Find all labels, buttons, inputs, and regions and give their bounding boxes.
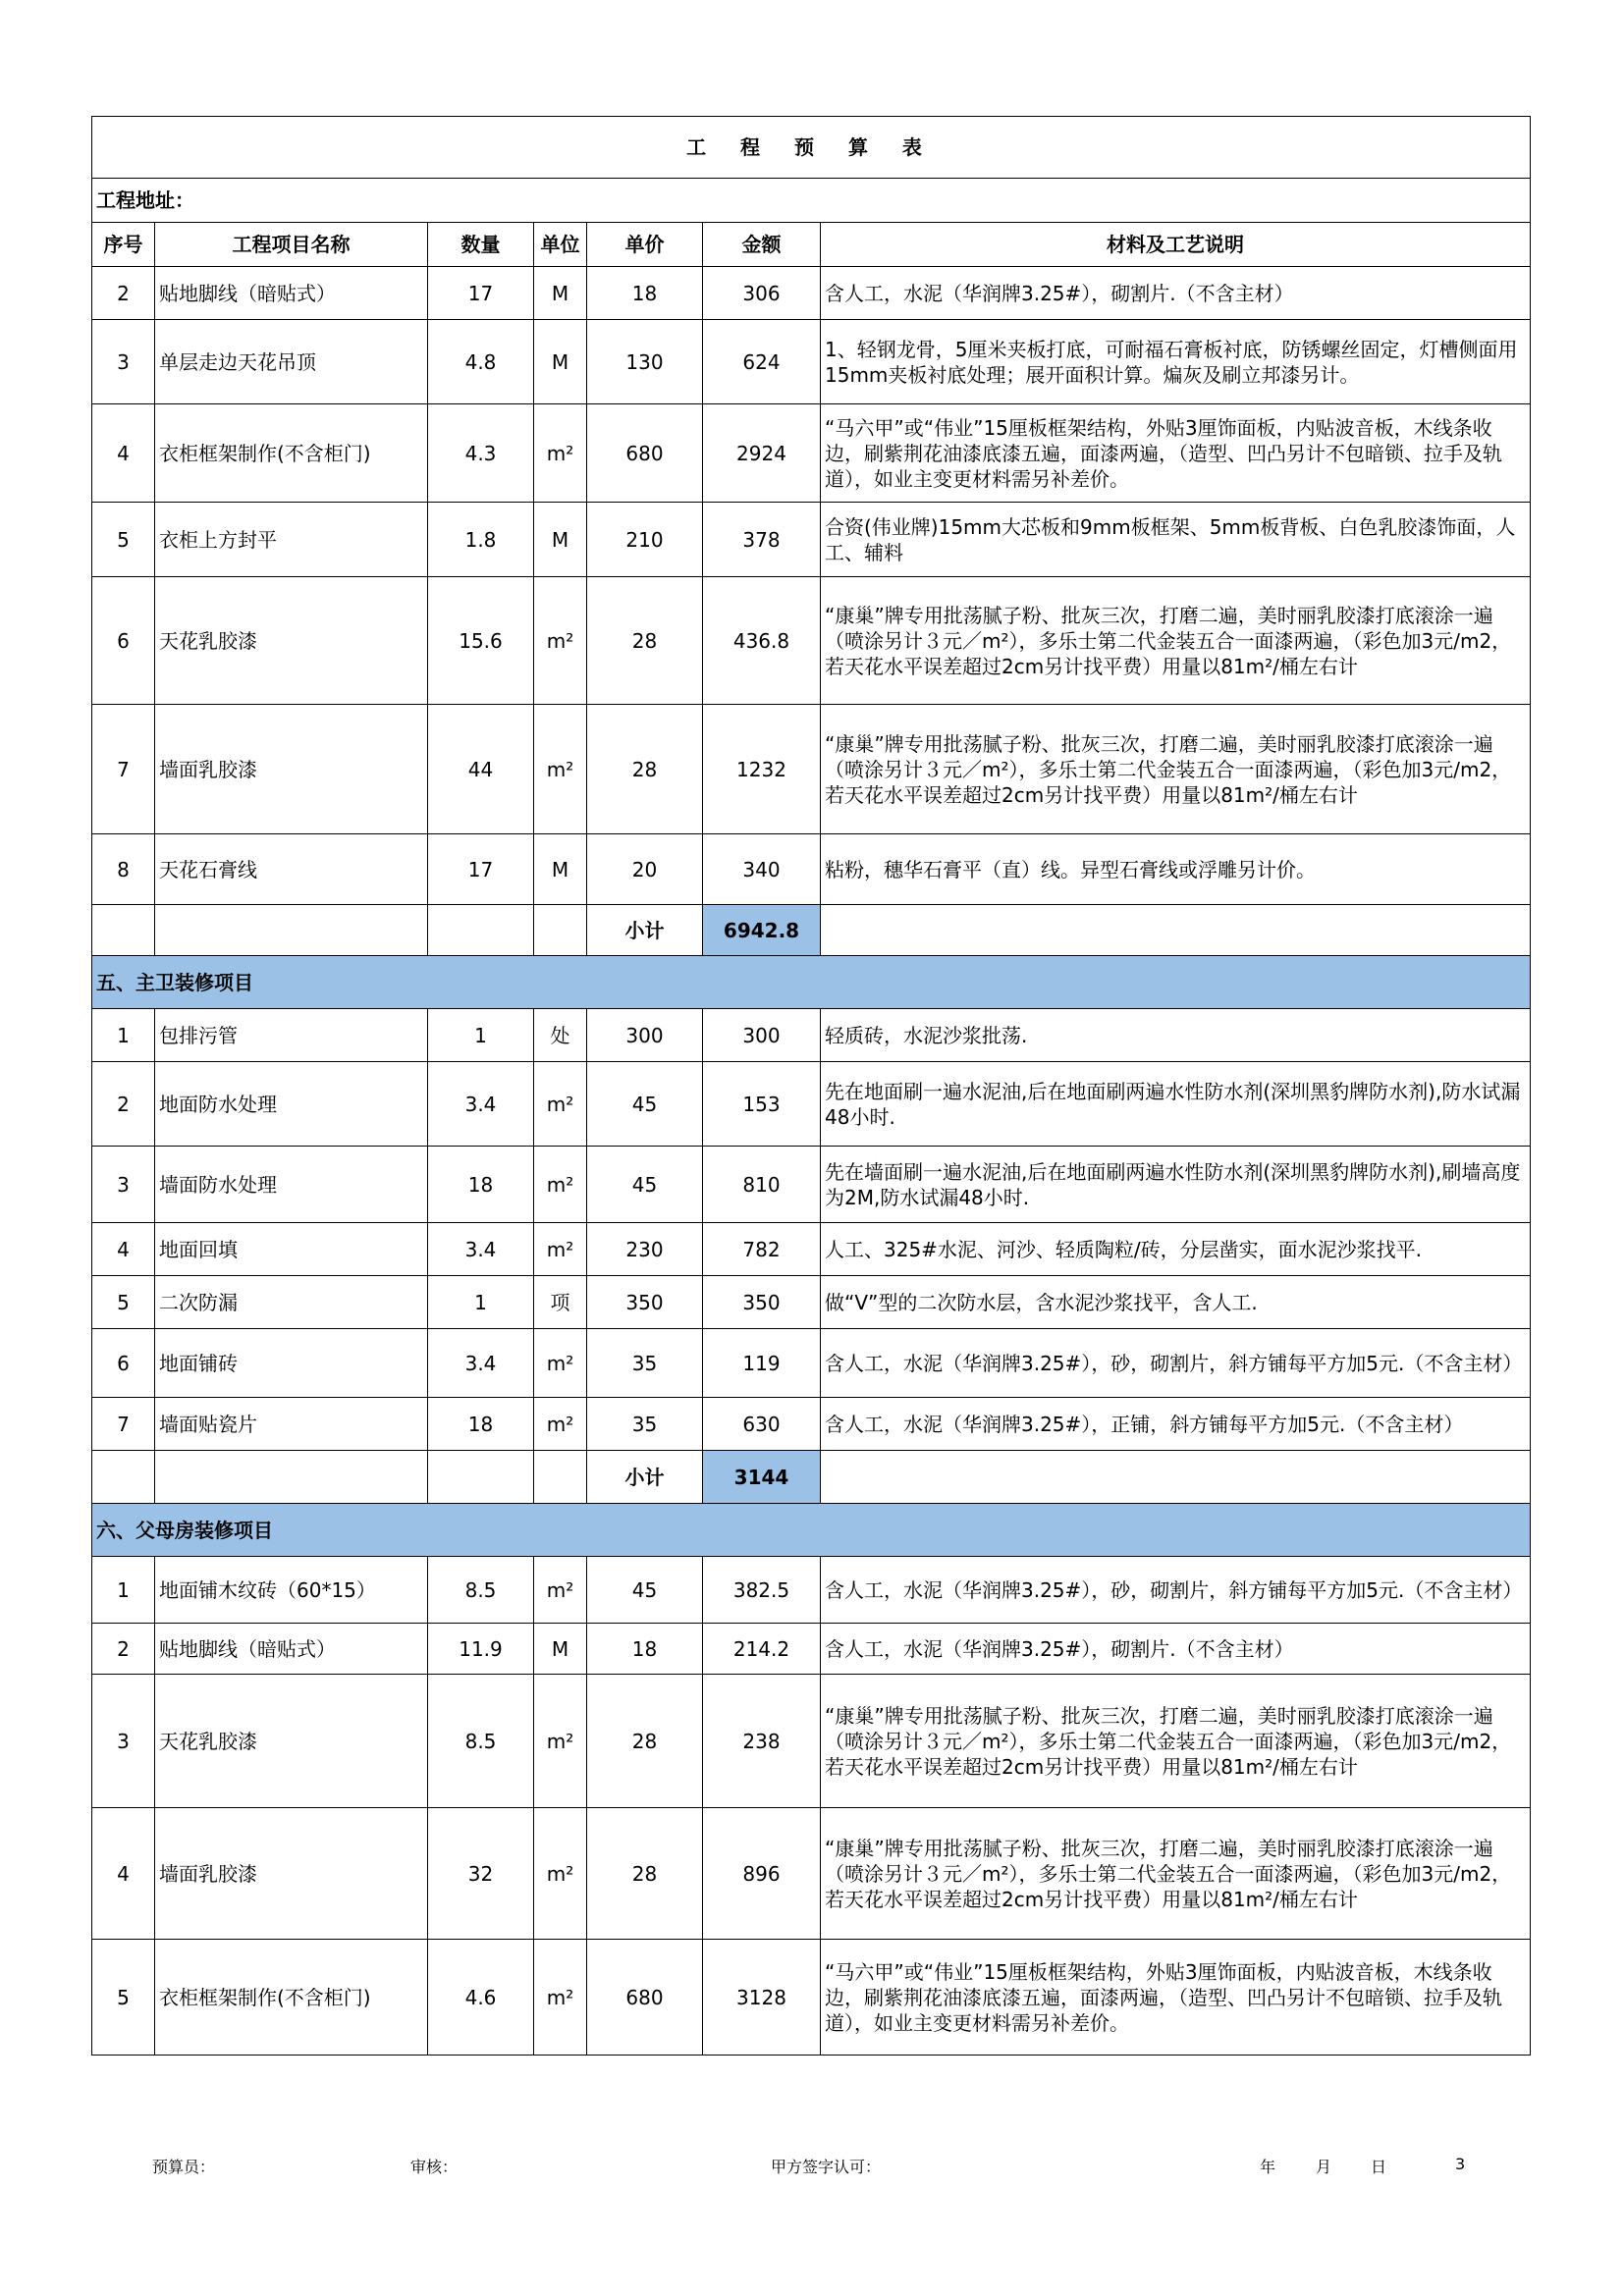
table-row: [92, 1276, 1531, 1329]
table-row: [92, 1009, 1531, 1062]
table-row: [92, 1624, 1531, 1675]
item-no: 7: [92, 705, 155, 834]
item-price: 20: [587, 834, 703, 905]
item-amount: 896: [703, 1808, 821, 1940]
section-title: 五、主卫装修项目: [92, 956, 1531, 1009]
item-description: 粘粉，穗华石膏平（直）线。异型石膏线或浮雕另计价。: [821, 834, 1531, 905]
empty-cell: [428, 1451, 534, 1504]
item-amount: 306: [703, 267, 821, 320]
item-unit: M: [534, 320, 587, 404]
item-unit: M: [534, 267, 587, 320]
subtotal-row: [92, 1451, 1531, 1504]
item-description: “康巢”牌专用批荡腻子粉、批灰三次，打磨二遍，美时丽乳胶漆打底滚涂一遍（喷涂另计３元／m²），多乐士第二代金装五合一面漆两遍，（彩色加3元/m2，若天花水平误差超过2cm另计找平费）用量以81m²/桶左右计: [821, 705, 1531, 834]
item-amount: 3128: [703, 1940, 821, 2056]
header-qty: 数量: [428, 223, 534, 267]
item-name: 墙面防水处理: [155, 1147, 428, 1223]
table-row: [92, 1398, 1531, 1451]
item-unit: m²: [534, 1062, 587, 1147]
item-name: 包排污管: [155, 1009, 428, 1062]
subtotal-amount: 3144: [703, 1451, 821, 1504]
item-description: “康巢”牌专用批荡腻子粉、批灰三次，打磨二遍，美时丽乳胶漆打底滚涂一遍（喷涂另计３元／m²），多乐士第二代金装五合一面漆两遍，（彩色加3元/m2，若天花水平误差超过2cm另计找平费）用量以81m²/桶左右计: [821, 1675, 1531, 1808]
header-price: 单价: [587, 223, 703, 267]
item-qty: 4.6: [428, 1940, 534, 2056]
empty-cell: [155, 1451, 428, 1504]
item-amount: 214.2: [703, 1624, 821, 1675]
section-header-row: [92, 956, 1531, 1009]
item-no: 5: [92, 1276, 155, 1329]
item-amount: 436.8: [703, 577, 821, 705]
table-row: [92, 1329, 1531, 1398]
item-name: 单层走边天花吊顶: [155, 320, 428, 404]
item-description: “康巢”牌专用批荡腻子粉、批灰三次，打磨二遍，美时丽乳胶漆打底滚涂一遍（喷涂另计３元／m²），多乐士第二代金装五合一面漆两遍，（彩色加3元/m2，若天花水平误差超过2cm另计找平费）用量以81m²/桶左右计: [821, 577, 1531, 705]
item-qty: 8.5: [428, 1557, 534, 1624]
item-amount: 153: [703, 1062, 821, 1147]
item-unit: M: [534, 1624, 587, 1675]
item-price: 45: [587, 1557, 703, 1624]
item-unit: m²: [534, 1940, 587, 2056]
item-no: 3: [92, 1675, 155, 1808]
item-unit: m²: [534, 1147, 587, 1223]
item-qty: 17: [428, 834, 534, 905]
item-name: 墙面贴瓷片: [155, 1398, 428, 1451]
item-amount: 300: [703, 1009, 821, 1062]
reviewer-label: 审核：: [410, 2158, 459, 2176]
table-row: [92, 267, 1531, 320]
item-qty: 17: [428, 267, 534, 320]
day-label: 日: [1371, 2158, 1387, 2176]
item-amount: 2924: [703, 404, 821, 503]
item-amount: 340: [703, 834, 821, 905]
item-qty: 3.4: [428, 1223, 534, 1276]
item-qty: 8.5: [428, 1675, 534, 1808]
item-description: 含人工，水泥（华润牌3.25#），砌割片.（不含主材）: [821, 267, 1531, 320]
item-unit: 处: [534, 1009, 587, 1062]
item-description: 含人工，水泥（华润牌3.25#），砌割片.（不含主材）: [821, 1624, 1531, 1675]
party-a-signature-label: 甲方签字认可：: [771, 2158, 882, 2176]
page-footer: [0, 2155, 1624, 2184]
table-row: [92, 1147, 1531, 1223]
item-name: 衣柜框架制作(不含柜门): [155, 404, 428, 503]
item-name: 衣柜上方封平: [155, 503, 428, 577]
item-unit: m²: [534, 404, 587, 503]
item-amount: 238: [703, 1675, 821, 1808]
item-price: 28: [587, 1808, 703, 1940]
item-description: “康巢”牌专用批荡腻子粉、批灰三次，打磨二遍，美时丽乳胶漆打底滚涂一遍（喷涂另计３元／m²），多乐士第二代金装五合一面漆两遍，（彩色加3元/m2，若天花水平误差超过2cm另计找平费）用量以81m²/桶左右计: [821, 1808, 1531, 1940]
subtotal-amount: 6942.8: [703, 905, 821, 956]
item-name: 地面铺砖: [155, 1329, 428, 1398]
item-description: “马六甲”或“伟业”15厘板框架结构，外贴3厘饰面板，内贴波音板，木线条收边，刷紫荆花油漆底漆五遍，面漆两遍，（造型、凹凸另计不包暗锁、拉手及轨道），如业主变更材料需另补差价。: [821, 404, 1531, 503]
item-name: 墙面乳胶漆: [155, 1808, 428, 1940]
item-description: 做“V”型的二次防水层，含水泥沙浆找平，含人工.: [821, 1276, 1531, 1329]
empty-cell: [155, 905, 428, 956]
item-no: 3: [92, 320, 155, 404]
subtotal-label: 小计: [587, 905, 703, 956]
item-price: 28: [587, 705, 703, 834]
item-qty: 15.6: [428, 577, 534, 705]
item-price: 230: [587, 1223, 703, 1276]
item-description: 含人工，水泥（华润牌3.25#），砂，砌割片，斜方铺每平方加5元.（不含主材）: [821, 1557, 1531, 1624]
item-no: 5: [92, 503, 155, 577]
item-unit: m²: [534, 577, 587, 705]
item-price: 300: [587, 1009, 703, 1062]
table-row: [92, 1223, 1531, 1276]
item-no: 6: [92, 1329, 155, 1398]
item-amount: 1232: [703, 705, 821, 834]
empty-cell: [534, 905, 587, 956]
table-row: [92, 1940, 1531, 2056]
item-qty: 1: [428, 1276, 534, 1329]
empty-cell: [534, 1451, 587, 1504]
item-name: 天花乳胶漆: [155, 1675, 428, 1808]
item-name: 地面回填: [155, 1223, 428, 1276]
item-name: 二次防漏: [155, 1276, 428, 1329]
item-qty: 18: [428, 1147, 534, 1223]
item-unit: M: [534, 834, 587, 905]
item-price: 130: [587, 320, 703, 404]
empty-cell: [821, 1451, 1531, 1504]
item-unit: m²: [534, 1808, 587, 1940]
item-no: 2: [92, 267, 155, 320]
item-amount: 630: [703, 1398, 821, 1451]
month-label: 月: [1316, 2158, 1332, 2176]
item-qty: 3.4: [428, 1062, 534, 1147]
item-qty: 1: [428, 1009, 534, 1062]
table-row: [92, 503, 1531, 577]
item-description: 1、轻钢龙骨，5厘米夹板打底，可耐福石膏板衬底，防锈螺丝固定，灯槽侧面用15mm夹板衬底处理；展开面积计算。煸灰及刷立邦漆另计。: [821, 320, 1531, 404]
item-description: 先在墙面刷一遍水泥油,后在地面刷两遍水性防水剂(深圳黑豹牌防水剂),刷墙高度为2M,防水试漏48小时.: [821, 1147, 1531, 1223]
item-name: 贴地脚线（暗贴式）: [155, 1624, 428, 1675]
item-unit: M: [534, 503, 587, 577]
item-price: 28: [587, 1675, 703, 1808]
table-row: [92, 705, 1531, 834]
item-name: 地面防水处理: [155, 1062, 428, 1147]
address-label: 工程地址：: [92, 179, 1531, 223]
header-desc: 材料及工艺说明: [821, 223, 1531, 267]
item-price: 680: [587, 1940, 703, 2056]
item-no: 2: [92, 1624, 155, 1675]
budget-sheet: [91, 116, 1530, 2056]
item-no: 4: [92, 1808, 155, 1940]
item-description: 含人工，水泥（华润牌3.25#），正铺，斜方铺每平方加5元.（不含主材）: [821, 1398, 1531, 1451]
header-amount: 金额: [703, 223, 821, 267]
item-qty: 4.8: [428, 320, 534, 404]
item-qty: 3.4: [428, 1329, 534, 1398]
table-row: [92, 834, 1531, 905]
table-row: [92, 320, 1531, 404]
item-amount: 350: [703, 1276, 821, 1329]
item-price: 210: [587, 503, 703, 577]
item-qty: 18: [428, 1398, 534, 1451]
header-no: 序号: [92, 223, 155, 267]
item-no: 5: [92, 1940, 155, 2056]
header-unit: 单位: [534, 223, 587, 267]
item-amount: 378: [703, 503, 821, 577]
item-description: “马六甲”或“伟业”15厘板框架结构，外贴3厘饰面板，内贴波音板，木线条收边，刷紫荆花油漆底漆五遍，面漆两遍，（造型、凹凸另计不包暗锁、拉手及轨道），如业主变更材料需另补差价。: [821, 1940, 1531, 2056]
item-name: 天花石膏线: [155, 834, 428, 905]
item-description: 人工、325#水泥、河沙、轻质陶粒/砖，分层凿实，面水泥沙浆找平.: [821, 1223, 1531, 1276]
page-number: 3: [1455, 2155, 1466, 2173]
header-row: [92, 223, 1531, 267]
item-price: 18: [587, 267, 703, 320]
table-row: [92, 1062, 1531, 1147]
item-name: 贴地脚线（暗贴式）: [155, 267, 428, 320]
item-amount: 624: [703, 320, 821, 404]
item-unit: m²: [534, 1398, 587, 1451]
empty-cell: [821, 905, 1531, 956]
item-no: 3: [92, 1147, 155, 1223]
item-unit: m²: [534, 705, 587, 834]
subtotal-label: 小计: [587, 1451, 703, 1504]
item-name: 墙面乳胶漆: [155, 705, 428, 834]
item-amount: 119: [703, 1329, 821, 1398]
item-amount: 782: [703, 1223, 821, 1276]
table-row: [92, 1675, 1531, 1808]
item-name: 地面铺木纹砖（60*15）: [155, 1557, 428, 1624]
item-name: 天花乳胶漆: [155, 577, 428, 705]
item-description: 含人工，水泥（华润牌3.25#），砂，砌割片，斜方铺每平方加5元.（不含主材）: [821, 1329, 1531, 1398]
item-name: 衣柜框架制作(不含柜门): [155, 1940, 428, 2056]
item-description: 轻质砖，水泥沙浆批荡.: [821, 1009, 1531, 1062]
item-qty: 32: [428, 1808, 534, 1940]
empty-cell: [92, 1451, 155, 1504]
item-qty: 44: [428, 705, 534, 834]
budget-table: [91, 116, 1531, 2056]
item-no: 2: [92, 1062, 155, 1147]
item-price: 35: [587, 1398, 703, 1451]
page-title: 工 程 预 算 表: [92, 117, 1531, 179]
table-row: [92, 1557, 1531, 1624]
empty-cell: [92, 905, 155, 956]
item-description: 合资(伟业牌)15mm大芯板和9mm板框架、5mm板背板、白色乳胶漆饰面，人工、辅料: [821, 503, 1531, 577]
empty-cell: [428, 905, 534, 956]
year-label: 年: [1260, 2158, 1276, 2176]
item-unit: 项: [534, 1276, 587, 1329]
item-no: 7: [92, 1398, 155, 1451]
item-price: 35: [587, 1329, 703, 1398]
table-row: [92, 1808, 1531, 1940]
section-title: 六、父母房装修项目: [92, 1504, 1531, 1557]
item-qty: 11.9: [428, 1624, 534, 1675]
item-no: 6: [92, 577, 155, 705]
subtotal-row: [92, 905, 1531, 956]
item-amount: 382.5: [703, 1557, 821, 1624]
item-no: 8: [92, 834, 155, 905]
table-row: [92, 404, 1531, 503]
item-no: 1: [92, 1557, 155, 1624]
item-price: 45: [587, 1147, 703, 1223]
table-row: [92, 577, 1531, 705]
item-price: 350: [587, 1276, 703, 1329]
item-price: 680: [587, 404, 703, 503]
header-name: 工程项目名称: [155, 223, 428, 267]
item-unit: m²: [534, 1329, 587, 1398]
item-qty: 1.8: [428, 503, 534, 577]
item-qty: 4.3: [428, 404, 534, 503]
item-price: 18: [587, 1624, 703, 1675]
item-description: 先在地面刷一遍水泥油,后在地面刷两遍水性防水剂(深圳黑豹牌防水剂),防水试漏48小时.: [821, 1062, 1531, 1147]
item-unit: m²: [534, 1557, 587, 1624]
item-unit: m²: [534, 1675, 587, 1808]
item-unit: m²: [534, 1223, 587, 1276]
item-no: 4: [92, 1223, 155, 1276]
section-header-row: [92, 1504, 1531, 1557]
item-price: 45: [587, 1062, 703, 1147]
item-price: 28: [587, 577, 703, 705]
estimator-label: 预算员：: [152, 2158, 216, 2176]
item-no: 1: [92, 1009, 155, 1062]
item-no: 4: [92, 404, 155, 503]
item-amount: 810: [703, 1147, 821, 1223]
